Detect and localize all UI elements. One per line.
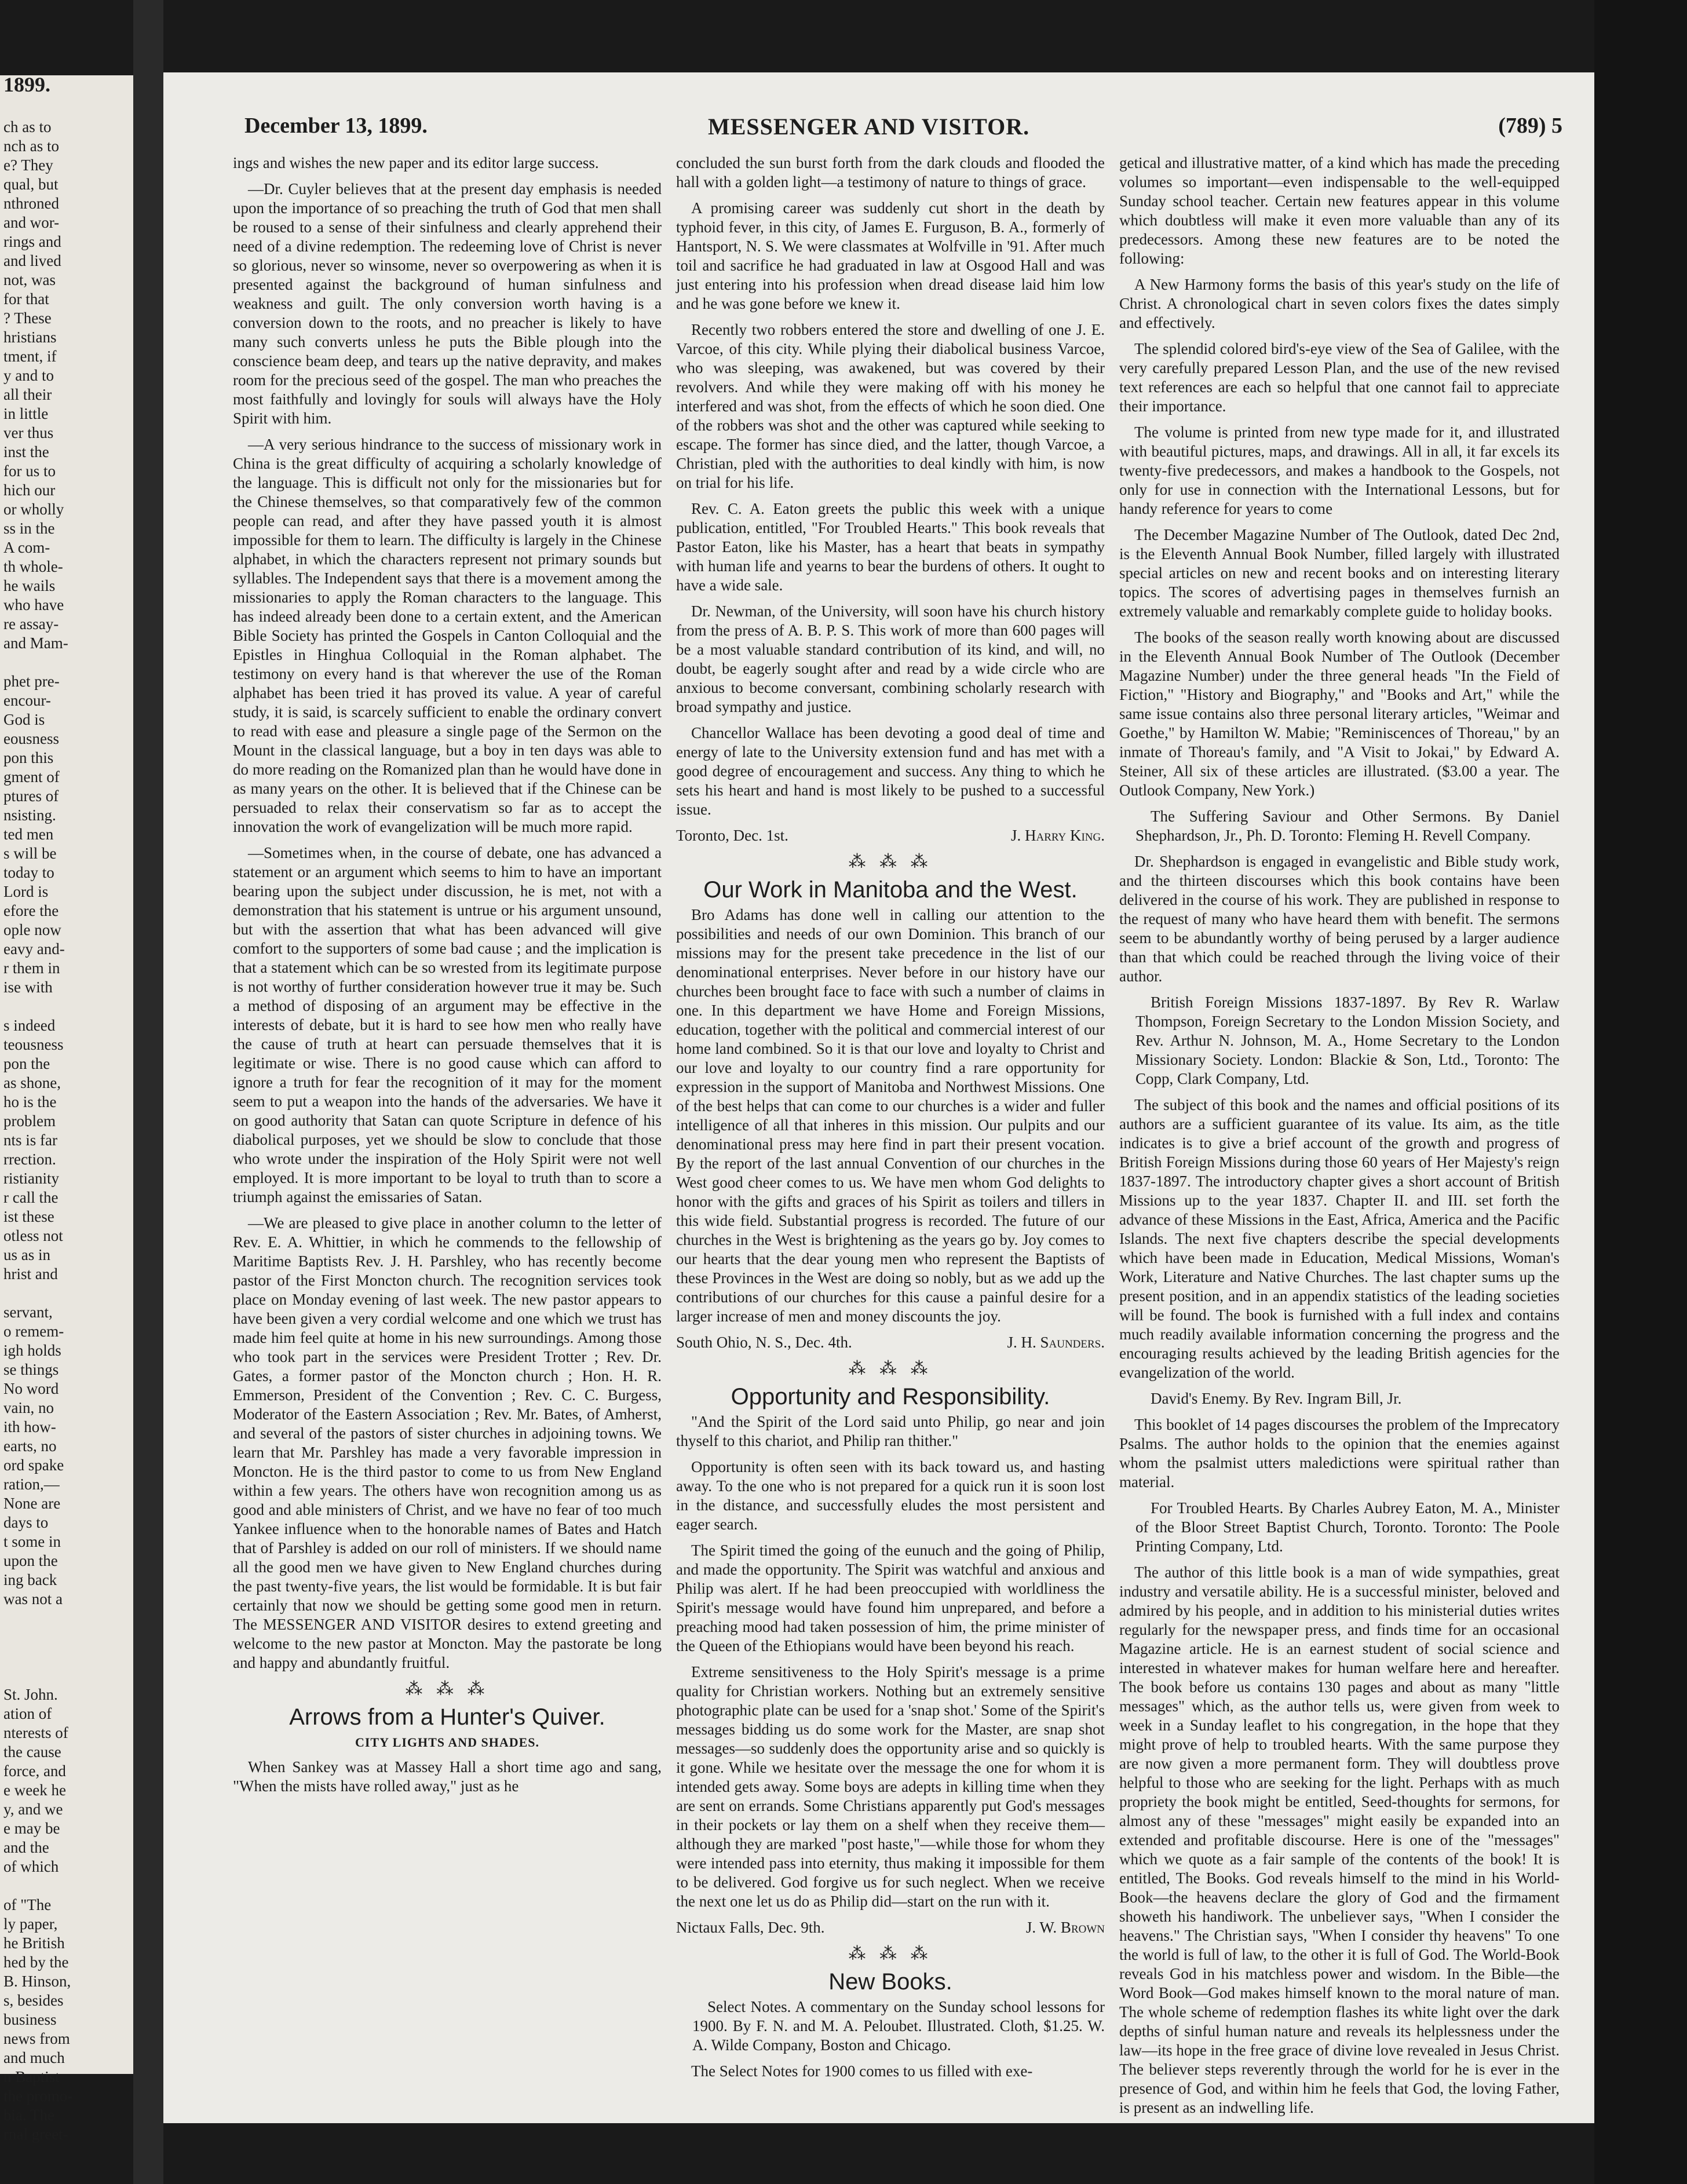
adjacent-page-line: s indeed (3, 1017, 56, 1034)
adjacent-page-line: days to (3, 1514, 49, 1531)
adjacent-page-line: hrist and (3, 1265, 58, 1283)
adjacent-page-line (0, 1647, 133, 1666)
adjacent-page-line: No word (3, 1380, 59, 1397)
adjacent-page-line: re assay- (3, 615, 59, 633)
adjacent-page-line: e? They (3, 156, 53, 174)
adjacent-page-line: hich our (3, 481, 56, 499)
article-paragraph: getical and illustrative matter, of a kind which has made the preceding volumes so important—even indispensable to the well-equipped Sunday school teacher. Certain new features appear in this volume which doubtless will make it even more valuable than any of its predecessors. Among these new features are to be noted the following: (1119, 154, 1560, 267)
adjacent-page-line: nsisting. (3, 806, 56, 824)
adjacent-page-line: eousness (3, 730, 59, 747)
article-paragraph: Chancellor Wallace has been devoting a good deal of time and energy of late to the University extension fund and has met with a good degree of encouragement and success. Any thing to which he sets his heart and hand is most likely to be pushed to a successful issue. (676, 724, 1105, 818)
adjacent-page-line: vain, no (3, 1399, 54, 1416)
adjacent-page-line: ? These (3, 309, 52, 327)
adjacent-page-line: hed by the (3, 1953, 69, 1971)
adjacent-page-line: ation of (3, 1705, 52, 1722)
column-3 (1119, 154, 1560, 2116)
adjacent-page-line: tment, if (3, 348, 57, 365)
article-paragraph: Rev. C. A. Eaton greets the public this week with a unique publication, entitled, "For Troubled Hearts." This book reveals that Pastor Eaton, like his Master, has a heart that beats in sympathy with human life and yearns to bear the burdens of others. It ought to have a wide sale. (676, 500, 1105, 594)
article-paragraph: The volume is printed from new type made for it, and illustrated with beautiful pictures, maps, and drawings. All in all, it far excels its twenty-five predecessors, and makes a handbook to the Gospels, not only for use in connection with the International Lessons, but for handy reference for years to come (1119, 423, 1560, 517)
adjacent-page-line: business (3, 2011, 57, 2028)
adjacent-page-line: he wails (3, 577, 56, 594)
adjacent-page-line: today to (3, 864, 54, 881)
article-heading: Opportunity and Responsibility. (731, 1384, 1050, 1409)
binding-gutter (133, 0, 163, 2184)
article-subheading: CITY LIGHTS AND SHADES. (355, 1735, 540, 1750)
article-paragraph: The author of this little book is a man of wide sympathies, great industry and versatile ability. He is a successful minister, beloved and admired by his people, and in addition to his ministerial duties writes regularly for the newspaper press, and finds time for an occasional Magazine article. He is an earnest student of social science and interested in whatever makes for human welfare here and hereafter. The book before us contains 130 pages and about as many "little messages" which, as the author tells us, were given from week to week in a Sunday leaflet to his congregation, in the hope that they might prove of help to troubled hearts. With the same purpose they are now given a more permanent form. They will doubtless prove helpful to those who are seeking for the light. Perhaps with as much propriety the book might be entitled, Seed-thoughts for sermons, for almost any of these "messages" might easily be expanded into an extended and profitable discourse. Here is one of the "messages" which we quote as a fair sample of the contents of the book! It is entitled, The Books. God reveals himself to the mind in his World-Book—the heavens declare the glory of God and the firmament showeth his handiwork. The unbeliever says, "When I consider the heavens." The Christian says, "When I consider thy heavens" To one the world is full of law, to the other it is full of God. The World-Book reveals God in his matchless power and wisdom. In the Bible—the Word Book—God makes himself known to the moral nature of man. The whole scheme of redemption flashes its white light over the dark depths of sinful human nature and reveals its helplessness under the law—its hope in the free grace of divine love revealed in Jesus Christ. The believer steps reverently through the world for he is ever in the presence of God, and within him he feels that God, the loving Father, is present as an indwelling life. (1119, 1564, 1560, 2116)
adjacent-page-line: e week he (3, 1781, 66, 1799)
adjacent-page-line: hristians (3, 328, 57, 346)
article-paragraph: Opportunity is often seen with its back toward us, and hasting away. To the one who is not prepared for a quick run it is soon lost in the distance, and successfully eludes the most persistent and eager search. (676, 1458, 1105, 1533)
article-paragraph: When Sankey was at Massey Hall a short time ago and sang, "When the mists have rolled away," just as he (233, 1758, 662, 1795)
adjacent-page-line: y and to (3, 367, 54, 384)
adjacent-page-lines (0, 118, 133, 2144)
book-listing: For Troubled Hearts. By Charles Aubrey Eaton, M. A., Minister of the Bloor Street Baptist Church, Toronto. Toronto: The Poole Printing Company, Ltd. (1135, 1499, 1560, 1555)
adjacent-page-line: Lord is (3, 883, 49, 900)
article-paragraph: Dr. Newman, of the University, will soon have his church history from the press of A. B. P. S. This work of more than 600 pages will be a most valuable standard contribution of its kind, and will, no doubt, be eagerly sought after and read by a wide circle who are anxious to become conversant, combining scholarly research with broad sympathy and justice. (676, 602, 1105, 715)
adjacent-page-line: the promo- (3, 2087, 73, 2105)
adjacent-page-line: servant, (3, 1303, 53, 1321)
signature-author: J. Harry King. (1010, 827, 1105, 844)
adjacent-page-line: ise with (3, 978, 53, 996)
adjacent-page-line: gment of (3, 768, 60, 786)
book-listing: Select Notes. A commentary on the Sunday school lessons for 1900. By F. N. and M. A. Peloubet. Illustrated. Cloth, $1.25. W. A. Wilde Company, Boston and Chicago. (692, 1998, 1105, 2054)
article-signature (676, 826, 1105, 845)
adjacent-page-line: of "The (3, 1896, 52, 1913)
article-paragraph: This booklet of 14 pages discourses the problem of the Imprecatory Psalms. The author holds to the opinion that the enemies against whom the psalmist utters maledictions were spiritual rather than material. (1119, 1416, 1560, 1491)
adjacent-page-line: ss in the (3, 520, 55, 537)
adjacent-page-line: s will be (3, 845, 57, 862)
article-paragraph: —Dr. Cuyler believes that at the present day emphasis is needed upon the importance of so preaching the truth of God that men shall be roused to a sense of their sinfulness and clearly apprehend their need of a divine redemption. The redeeming love of Christ is never so glorious, never so winsome, never so overpowering as when it is presented against the background of human sinfulness and weakness and guilt. The only conversion worth having is a conversion down to the roots, and no preacher is likely to have many such converts unless he puts the Bible plough into the conscience beam deep, and tears up the native depravity, and makes room for the precious seed of the gospel. The man who preaches the most faithfully and lovingly for souls will always have the Holy Spirit with him. (233, 180, 662, 427)
adjacent-page-line: the cause (3, 1743, 61, 1761)
adjacent-page-line: ly paper, (3, 1915, 58, 1933)
adjacent-page-line: and Mam- (3, 634, 68, 652)
adjacent-page-line: r call the (3, 1189, 59, 1206)
article-paragraph: ings and wishes the new paper and its editor large success. (233, 154, 599, 171)
adjacent-page-line: and wor- (3, 214, 60, 231)
adjacent-page-line: None are (3, 1495, 61, 1512)
adjacent-page-line (0, 1876, 133, 1896)
adjacent-page-line: phet pre- (3, 673, 60, 690)
adjacent-page-line: ration,— (3, 1476, 60, 1493)
article-signature (676, 1918, 1105, 1937)
adjacent-page-line (0, 997, 133, 1016)
column-2 (676, 154, 1105, 2100)
adjacent-page-line: he British (3, 1934, 65, 1952)
adjacent-page-line: for that (3, 290, 49, 308)
adjacent-page-line (0, 653, 133, 672)
adjacent-page-line: t some in (3, 1533, 61, 1550)
adjacent-page-line: upon the (3, 1552, 58, 1569)
adjacent-page-line: th whole- (3, 558, 63, 575)
adjacent-page-line: ted men (3, 826, 54, 843)
book-listing: The Suffering Saviour and Other Sermons. By Daniel Shephardson, Jr., Ph. D. Toronto: Fleming H. Revell Company. (1135, 808, 1560, 844)
article-paragraph: Recently two robbers entered the store and dwelling of one J. E. Varcoe, of this city. While plying their diabolical business Varcoe, who was sleeping, was awakened, but was covered by their revolvers. And while they were making off with his money he interfered and was shot, from the effects of which he soon died. One of the robbers was shot and the other was captured while seeking to escape. The former has since died, and the latter, though Varcoe, a Christian, pled with the authorities to deal kindly with him, is now on trial for his life. (676, 321, 1105, 491)
adjacent-page-line (0, 1609, 133, 1628)
adjacent-page-line: us as in (3, 1246, 50, 1263)
signature-place-date: Toronto, Dec. 1st. (676, 827, 788, 844)
article-paragraph: —We are pleased to give place in another column to the letter of Rev. E. A. Whittier, in which he commends to the fellowship of Maritime Baptists Rev. J. H. Parshley, who has recently become pastor of the First Moncton church. The recognition services took place on Monday evening of last week. The new pastor appears to have been given a very cordial welcome and one which we trust has made him feel quite at home in his new surroundings. Among those who took part in the services were President Trotter ; Rev. Dr. Gates, a former pastor of the Moncton church ; Hon. H. R. Emmerson, President of the Convention ; Rev. C. C. Burgess, Moderator of the Eastern Association ; Rev. Mr. Bates, of Amherst, and several of the pastors of sister churches in adjoining towns. We learn that Mr. Parshley has made a very favorable impression in Moncton. He is the third pastor to come to us from New England within a few years. The others have won recognition among us as good and able ministers of Christ, and we have no fear of too much Yankee influence when to the honorable names of Bates and Hatch that of Parshley is added on our roll of ministers. If we should name all the good men we have given to New England churches during the past twenty-five years, the list would be formidable. It is but fair certainly that now we should be getting some good men in return. The MESSENGER AND VISITOR desires to extend greeting and welcome to the new pastor at Moncton. May the pastorate be long and happy and abundantly fruitful. (233, 1214, 662, 1671)
adjacent-page-line: A com- (3, 539, 50, 556)
adjacent-page-line: o remem- (3, 1323, 64, 1340)
signature-place-date: Nictaux Falls, Dec. 9th. (676, 1919, 825, 1936)
scan-border (1594, 0, 1687, 2184)
adjacent-page-line: ith how- (3, 1418, 56, 1436)
adjacent-page-line: eavy and- (3, 940, 65, 958)
adjacent-page-line: igh holds (3, 1342, 61, 1359)
article-paragraph: The Select Notes for 1900 comes to us filled with exe- (691, 2062, 1033, 2080)
article-paragraph: The subject of this book and the names and official positions of its authors are a sufficient guarantee of its value. Its aim, as the title indicates is to give a brief account of the growth and progress of British Foreign Missions during those 60 years of Her Majesty's reign 1837-1897. The introductory chapter gives a short account of British Missions up to the year 1837. Chapter II. and III. set forth the advance of these Missions in the East, Africa, America and the Pacific Islands. The next five chapters describe the special developments which have been made in Education, Medical Missions, Woman's Work, Literature and Native Churches. The last chapter sums up the present position, and in an appendix statistics of the leading societies will be found. The book is furnished with a full index and contains much readily available information concerning the progress and the encouraging results achieved by the leading British agencies for the evangelization of the world. (1119, 1096, 1560, 1381)
article-paragraph: A New Harmony forms the basis of this year's study on the life of Christ. A chronological chart in seven colors fixes the dates simply and effectively. (1119, 276, 1560, 331)
adjacent-page-line: nterests of (3, 1724, 68, 1741)
page-number: (789) 5 (1498, 114, 1562, 138)
adjacent-page-line: n Baptist (3, 2068, 60, 2086)
adjacent-page-line: in little (3, 405, 49, 422)
adjacent-page-line: pon this (3, 749, 54, 766)
adjacent-page-line: nthroned (3, 195, 59, 212)
adjacent-page-line: bia. The (3, 2106, 54, 2124)
signature-author: J. H. Saunders. (1007, 1334, 1105, 1351)
adjacent-page-line: St. John. (3, 1686, 58, 1703)
adjacent-page-line: problem (3, 1112, 56, 1130)
adjacent-page-line: otless not (3, 1227, 63, 1244)
adjacent-page-year: 1899. (3, 73, 50, 96)
adjacent-page-line: as shone, (3, 1074, 61, 1091)
article-paragraph: —A very serious hindrance to the success of missionary work in China is the great difficulty of acquiring a scholarly knowledge of the language. This is difficult not only for the missionaries but for the Chinese themselves, so that comparatively few of the common people can read, and after they have passed youth it is almost impossible for them to learn. The difficulty is largely in the Chinese alphabet, in which the characters represent not primary sounds but syllables. The Independent says that there is a movement among the missionaries to apply the Roman characters to the language. This has indeed already been done to a certain extent, and the American Bible Society has printed the Gospels in Canton Colloquial and the Epistles in Hinghua Colloquial in the Roman alphabet. The testimony on every hand is that wherever the use of the Roman alphabet has been tried it has proved its value. A year of careful study, it is said, is scarcely sufficient to enable the ordinary convert to read with ease and pleasure a single page of the Sermon on the Mount in the classical language, but a boy in ten days was able to do more reading on the Romanized plan than he would have done in as many years on the other. It is believed that if the Chinese can be persuaded to relax their conservatism so far as to accept the innovation the work of evangelization will be much more rapid. (233, 436, 662, 835)
adjacent-page-line: teousness (3, 1036, 64, 1053)
adjacent-page-line: God is (3, 711, 45, 728)
article-paragraph: —Sometimes when, in the course of debate, one has advanced a statement or an argument which seems to him to have an important bearing upon the subject under discussion, he is met, not with a demonstration that his statement is untrue or his argument unsound, but with the assertion that what has been advanced will give comfort to the supporters of some bad cause ; and the implication is that a statement which can be so wrested from its legitimate purpose is not worthy of further consideration however true it may be. Such a method of disposing of an argument may be effective in the interests of debate, but it is hard to see how men who really have the cause of truth at heart can persuade themselves that it is legitimate or wise. There is no good cause which can afford to ignore a truth for fear the recognition of it may for the moment seem to put a weapon into the hands of the adversaries. We have it on good authority that Satan can quote Scripture in defence of his diabolical purposes, yet we should be slow to conclude that those who wrote under the inspiration of the Holy Spirit were not well employed. It is more important to be loyal to truth than to score a triumph against the emissaries of Satan. (233, 844, 662, 1206)
article-paragraph: A promising career was suddenly cut short in the death by typhoid fever, in this city, of James E. Furguson, B. A., formerly of Hantsport, N. S. We were classmates at Wolfville in '91. After much toil and sacrifice he had graduated in law at Osgood Hall and was just entering into his profession when dread disease laid him low and he was gone before we knew it. (676, 199, 1105, 312)
issue-date: December 13, 1899. (244, 114, 428, 138)
adjacent-page-line: earts, no (3, 1437, 57, 1455)
article-heading: Arrows from a Hunter's Quiver. (289, 1704, 605, 1730)
adjacent-page-line: not, was (3, 271, 56, 288)
adjacent-page-line: e may be (3, 1820, 60, 1837)
article-paragraph: The December Magazine Number of The Outlook, dated Dec 2nd, is the Eleventh Annual Book Number, filled largely with illustrated special articles on new and recent books and on interesting literary topics. The scores of advertising pages in themselves furnish an extremely valuable and remarkably complete guide to holiday books. (1119, 526, 1560, 620)
page-header (163, 113, 1594, 148)
section-divider-ornament: ⁂ ⁂ ⁂ (848, 852, 933, 871)
adjacent-page-line: ristianity (3, 1170, 59, 1187)
newspaper-page (163, 72, 1594, 2123)
adjacent-page-line: was not a (3, 1590, 63, 1608)
adjacent-page-line: and the (3, 1839, 49, 1856)
adjacent-page-line: ople now (3, 921, 61, 938)
adjacent-page-line: ptures of (3, 787, 59, 805)
adjacent-page-line: efore the (3, 902, 59, 919)
adjacent-page-line: qual, but (3, 176, 59, 193)
adjacent-page-line: rings and (3, 233, 61, 250)
section-divider-ornament: ⁂ ⁂ ⁂ (405, 1679, 490, 1699)
adjacent-page-line (0, 1284, 133, 1303)
adjacent-page-line: and lived (3, 252, 61, 269)
adjacent-page-line: inst the (3, 443, 49, 461)
adjacent-page-line: encour- (3, 692, 51, 709)
adjacent-page-line: ver thus (3, 424, 54, 441)
adjacent-page-line: news from (3, 2030, 70, 2047)
adjacent-page-line: nch as to (3, 137, 59, 155)
article-paragraph: "And the Spirit of the Lord said unto Philip, go near and join thyself to this chariot, and Philip ran thither." (676, 1413, 1105, 1449)
adjacent-page-line: s, besides (3, 1992, 64, 2009)
article-heading: New Books. (828, 1969, 952, 1995)
signature-place-date: South Ohio, N. S., Dec. 4th. (676, 1334, 852, 1351)
article-paragraph: concluded the sun burst forth from the dark clouds and flooded the hall with a golden light—a testimony of nature to things of grace. (676, 154, 1105, 191)
column-1 (233, 154, 662, 2100)
adjacent-page-strip (0, 73, 133, 2143)
adjacent-page-line: rnal greet- (3, 2125, 68, 2143)
section-divider-ornament: ⁂ ⁂ ⁂ (848, 1944, 933, 1963)
article-paragraph: The books of the season really worth knowing about are discussed in the Eleventh Annual Book Number of The Outlook (December Magazine Number) under the three general heads "In the Field of Fiction," "History and Biography," and "Books and Art," while the same issue contains also three personal literary articles, "Weimar and Goethe," by Hamilton W. Mabie; "Reminiscences of Thoreau," by an inmate of Thoreau's family, and "A Visit to Jokai," by Edward A. Steiner, All six of these articles are illustrated. ($3.00 a year. The Outlook Company, New York.) (1119, 629, 1560, 799)
adjacent-page-line: r them in (3, 959, 60, 977)
adjacent-page-line: of which (3, 1858, 59, 1875)
section-divider-ornament: ⁂ ⁂ ⁂ (848, 1359, 933, 1378)
adjacent-page-line: ch as to (3, 118, 52, 136)
adjacent-page-line: B. Hinson, (3, 1973, 71, 1990)
adjacent-page-line (0, 1666, 133, 1685)
book-listing: British Foreign Missions 1837-1897. By Rev R. Warlaw Thompson, Foreign Secretary to the London Mission Society, and Rev. Arthur N. Johnson, M. A., Home Secretary to the London Missionary Society. London: Blackie & Son, Ltd., Toronto: The Copp, Clark Company, Ltd. (1135, 994, 1560, 1087)
signature-author: J. W. Brown (1025, 1919, 1105, 1936)
adjacent-page-line: and much (3, 2049, 65, 2066)
article-paragraph: The splendid colored bird's-eye view of the Sea of Galilee, with the very carefully prepared Lesson Plan, and the use of the new revised text references are each so helpful that one cannot fail to appreciate their importance. (1119, 340, 1560, 415)
adjacent-page-line: rrection. (3, 1151, 56, 1168)
masthead-title: MESSENGER AND VISITOR. (708, 114, 1030, 140)
adjacent-page-line: force, and (3, 1762, 66, 1780)
adjacent-page-line: se things (3, 1361, 59, 1378)
article-heading: Our Work in Manitoba and the West. (703, 877, 1078, 903)
article-paragraph: Dr. Shephardson is engaged in evangelistic and Bible study work, and the thirteen discourses which this book contains have been delivered in the course of his work. They are published in response to the request of many who have heard them with benefit. The sermons seem to be abundantly worthy of being perused by a larger audience than that which could be reached through the living voice of their author. (1119, 853, 1560, 985)
adjacent-page-line: pon the (3, 1055, 50, 1072)
adjacent-page-line: nts is far (3, 1131, 57, 1149)
adjacent-page-line: y, and we (3, 1800, 63, 1818)
article-paragraph: Extreme sensitiveness to the Holy Spirit's message is a prime quality for Christian workers. Nothing but an extremely sensitive photographic plate can be used for a 'snap shot.' Some of the Spirit's messages bidding us do some work for the Master, are snap shot messages—so suddenly does the opportunity arise and so quickly is it gone. While we hesitate over the message the one for whom it is intended gets away. Some boys are adepts in killing time when they are sent on errands. Some Christians apparently put God's messages in their pockets or lay them on a shelf when they receive them—although they are marked "post haste,"—while those for whom they were intended pass into eternity, thus making it impossible for them to be delivered. God forgive us for such neglect. When we receive the next one let us do as Philip did—start on the run with it. (676, 1663, 1105, 1910)
adjacent-page-line: for us to (3, 462, 56, 480)
book-listing: David's Enemy. By Rev. Ingram Bill, Jr. (1151, 1390, 1402, 1407)
adjacent-page-line: or wholly (3, 501, 64, 518)
adjacent-page-line: who have (3, 596, 64, 613)
article-signature (676, 1333, 1105, 1352)
adjacent-page-line: all their (3, 386, 52, 403)
adjacent-page-line: ing back (3, 1571, 57, 1588)
adjacent-page-line: ord spake (3, 1456, 64, 1474)
adjacent-page-line: ist these (3, 1208, 54, 1225)
adjacent-page-line: ho is the (3, 1093, 57, 1111)
article-paragraph: The Spirit timed the going of the eunuch and the going of Philip, and made the opportunity. The Spirit was watchful and anxious and Philip was alert. If he had been preoccupied with worldliness the Spirit's message would have found him unprepared, and before a preaching mood had taken possession of him, the prime minister of the Queen of the Ethiopians would have been beyond his reach. (676, 1542, 1105, 1655)
article-paragraph: Bro Adams has done well in calling our attention to the possibilities and needs of our own Dominion. This branch of our missions may for the present take precedence in the list of our denominational enterprises. Never before in our history have our churches been brought face to face with such a number of claims in one. In this department we have Home and Foreign Missions, education, together with the political and commercial interest of our home land combined. So it is that our love and loyalty to Christ and our love and loyalty to our country find a rare opportunity for expression in the support of Manitoba and Northwest Missions. One of the best helps that can come to our churches is a wider and fuller intelligence of all that inheres in this mission. Our pulpits and our denominational press may here find in part their present vocation. By the report of the last annual Convention of our churches in the West good cheer comes to us. We have men whom God delights to honor with the gifts and graces of his Spirit as toilers and tillers in this wide field. Substantial progress is recorded. The future of our churches in the West is brightening as the years go by. Joy comes to our hearts that the dear young men who represent the Baptists of these Provinces in the West are doing so nobly, but as we add up the contributions of our churches for this cause a painful desire for a larger increase of men and money discounts the joy. (676, 906, 1105, 1325)
adjacent-page-line (0, 1628, 133, 1647)
